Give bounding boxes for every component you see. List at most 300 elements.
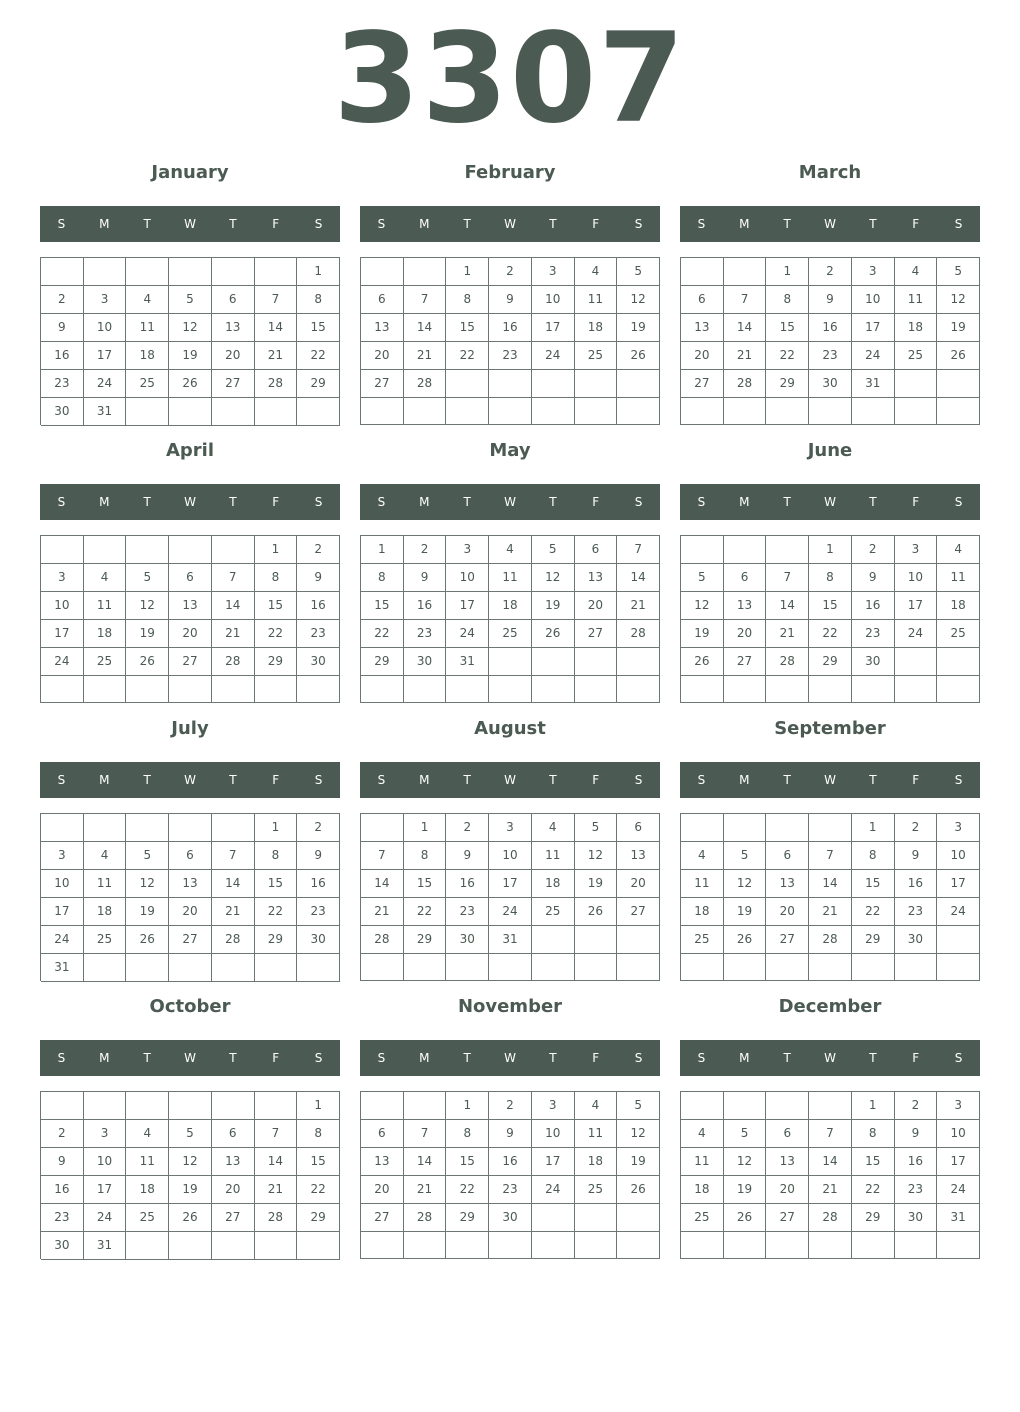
weekday-label: T xyxy=(783,217,791,231)
day-cell: 4 xyxy=(532,814,575,842)
day-cell: 6 xyxy=(575,536,618,564)
empty-day-cell xyxy=(84,954,127,982)
empty-day-cell xyxy=(681,258,724,286)
weekday-header xyxy=(680,762,980,798)
day-cell: 21 xyxy=(724,342,767,370)
empty-day-cell xyxy=(724,954,767,981)
day-cell: 5 xyxy=(937,258,980,286)
day-cell: 18 xyxy=(575,314,618,342)
day-cell: 3 xyxy=(895,536,938,564)
empty-day-cell xyxy=(617,648,660,676)
day-cell: 28 xyxy=(212,648,255,676)
month-name: November xyxy=(457,996,563,1017)
day-cell: 31 xyxy=(84,398,127,426)
day-cell: 5 xyxy=(681,564,724,592)
day-cell: 21 xyxy=(404,342,447,370)
day-cell: 3 xyxy=(41,564,84,592)
weekday-label: T xyxy=(869,217,877,231)
empty-day-cell xyxy=(212,258,255,286)
day-cell: 14 xyxy=(212,870,255,898)
empty-day-cell xyxy=(489,398,532,425)
day-cell: 28 xyxy=(255,370,298,398)
month-june xyxy=(680,436,980,704)
day-cell: 12 xyxy=(126,592,169,620)
day-cell: 26 xyxy=(169,370,212,398)
empty-day-cell xyxy=(297,398,340,426)
weekday-label: T xyxy=(869,495,877,509)
empty-day-cell xyxy=(489,370,532,398)
day-cell: 7 xyxy=(212,842,255,870)
weekday-label: S xyxy=(697,773,706,787)
day-cell: 23 xyxy=(489,342,532,370)
day-cell: 7 xyxy=(617,536,660,564)
month-name: July xyxy=(171,718,209,739)
day-cell: 17 xyxy=(446,592,489,620)
day-cell: 21 xyxy=(255,342,298,370)
day-cell: 12 xyxy=(617,286,660,314)
day-cell: 23 xyxy=(489,1176,532,1204)
day-cell: 3 xyxy=(532,1092,575,1120)
day-cell: 10 xyxy=(41,870,84,898)
day-cell: 20 xyxy=(169,898,212,926)
day-cell: 10 xyxy=(489,842,532,870)
day-cell: 18 xyxy=(126,342,169,370)
empty-day-cell xyxy=(532,1232,575,1259)
day-cell: 25 xyxy=(489,620,532,648)
empty-day-cell xyxy=(169,398,212,426)
day-cell: 10 xyxy=(895,564,938,592)
day-cell: 30 xyxy=(489,1204,532,1232)
empty-day-cell xyxy=(617,370,660,398)
empty-day-cell xyxy=(361,1232,404,1259)
empty-day-cell xyxy=(169,1232,212,1260)
day-cell: 22 xyxy=(446,1176,489,1204)
day-cell: 21 xyxy=(404,1176,447,1204)
day-cell: 31 xyxy=(937,1204,980,1232)
day-cell: 13 xyxy=(361,1148,404,1176)
empty-day-cell xyxy=(361,258,404,286)
empty-day-cell xyxy=(937,1232,980,1259)
weekday-label: M xyxy=(739,1051,750,1065)
weekday-label: T xyxy=(143,217,151,231)
day-cell: 16 xyxy=(404,592,447,620)
day-cell: 22 xyxy=(852,1176,895,1204)
empty-day-cell xyxy=(212,676,255,703)
day-cell: 18 xyxy=(84,898,127,926)
empty-day-cell xyxy=(895,398,938,425)
day-cell: 21 xyxy=(809,1176,852,1204)
weekday-label: T xyxy=(229,495,237,509)
weekday-header xyxy=(360,484,660,520)
day-cell: 2 xyxy=(895,814,938,842)
day-cell: 28 xyxy=(809,1204,852,1232)
empty-day-cell xyxy=(575,954,618,981)
empty-day-cell xyxy=(532,954,575,981)
day-cell: 17 xyxy=(489,870,532,898)
day-cell: 26 xyxy=(126,926,169,954)
empty-day-cell xyxy=(84,258,127,286)
weekday-label: M xyxy=(419,217,430,231)
day-cell: 16 xyxy=(852,592,895,620)
day-cell: 13 xyxy=(169,870,212,898)
empty-day-cell xyxy=(724,398,767,425)
day-cell: 19 xyxy=(169,1176,212,1204)
day-cell: 2 xyxy=(297,814,340,842)
day-cell: 20 xyxy=(212,342,255,370)
day-cell: 16 xyxy=(297,870,340,898)
day-cell: 23 xyxy=(446,898,489,926)
day-cell: 18 xyxy=(681,898,724,926)
empty-day-cell xyxy=(126,398,169,426)
day-cell: 30 xyxy=(41,1232,84,1260)
day-cell: 13 xyxy=(575,564,618,592)
day-cell: 18 xyxy=(84,620,127,648)
day-cell: 6 xyxy=(617,814,660,842)
weekday-label: M xyxy=(739,495,750,509)
weekday-label: M xyxy=(99,773,110,787)
day-cell: 25 xyxy=(84,648,127,676)
day-cell: 16 xyxy=(489,314,532,342)
empty-day-cell xyxy=(852,676,895,703)
empty-day-cell xyxy=(297,1232,340,1260)
weekday-label: F xyxy=(912,495,920,509)
day-cell: 28 xyxy=(617,620,660,648)
day-cell: 27 xyxy=(212,1204,255,1232)
day-cell: 31 xyxy=(84,1232,127,1260)
day-cell: 28 xyxy=(212,926,255,954)
day-cell: 11 xyxy=(575,1120,618,1148)
weekday-label: T xyxy=(463,217,471,231)
weekday-header xyxy=(360,1040,660,1076)
day-cell: 4 xyxy=(126,1120,169,1148)
empty-day-cell xyxy=(404,1092,447,1120)
day-cell: 1 xyxy=(297,258,340,286)
day-cell: 5 xyxy=(126,564,169,592)
day-cell: 10 xyxy=(84,314,127,342)
empty-day-cell xyxy=(212,1232,255,1260)
day-cell: 30 xyxy=(809,370,852,398)
weekday-label: T xyxy=(229,1051,237,1065)
weekday-label: W xyxy=(184,773,196,787)
day-cell: 7 xyxy=(404,286,447,314)
empty-day-cell xyxy=(212,536,255,564)
weekday-label: M xyxy=(419,1051,430,1065)
day-cell: 10 xyxy=(41,592,84,620)
day-cell: 25 xyxy=(126,1204,169,1232)
day-cell: 16 xyxy=(297,592,340,620)
empty-day-cell xyxy=(617,1232,660,1259)
day-cell: 26 xyxy=(937,342,980,370)
day-cell: 25 xyxy=(895,342,938,370)
day-cell: 21 xyxy=(255,1176,298,1204)
weekday-label: S xyxy=(314,495,323,509)
day-cell: 1 xyxy=(255,536,298,564)
day-cell: 14 xyxy=(809,1148,852,1176)
empty-day-cell xyxy=(489,676,532,703)
day-cell: 19 xyxy=(937,314,980,342)
day-cell: 18 xyxy=(532,870,575,898)
day-cell: 26 xyxy=(126,648,169,676)
empty-day-cell xyxy=(766,1092,809,1120)
day-cell: 1 xyxy=(297,1092,340,1120)
weekday-header xyxy=(360,206,660,242)
day-cell: 5 xyxy=(169,1120,212,1148)
day-cell: 27 xyxy=(617,898,660,926)
day-cell: 24 xyxy=(852,342,895,370)
day-cell: 21 xyxy=(361,898,404,926)
weekday-label: T xyxy=(463,1051,471,1065)
empty-day-cell xyxy=(575,1204,618,1232)
day-cell: 31 xyxy=(489,926,532,954)
day-cell: 22 xyxy=(404,898,447,926)
day-grid xyxy=(680,813,980,981)
weekday-header xyxy=(360,762,660,798)
day-cell: 5 xyxy=(617,258,660,286)
day-cell: 13 xyxy=(169,592,212,620)
empty-day-cell xyxy=(361,954,404,981)
day-cell: 23 xyxy=(297,620,340,648)
empty-day-cell xyxy=(404,1232,447,1259)
month-name: May xyxy=(489,440,531,461)
weekday-label: W xyxy=(504,495,516,509)
day-cell: 23 xyxy=(404,620,447,648)
day-cell: 17 xyxy=(937,1148,980,1176)
weekday-label: S xyxy=(954,773,963,787)
day-cell: 9 xyxy=(489,286,532,314)
empty-day-cell xyxy=(681,1232,724,1259)
day-cell: 7 xyxy=(809,1120,852,1148)
empty-day-cell xyxy=(41,814,84,842)
day-cell: 11 xyxy=(895,286,938,314)
month-january xyxy=(40,158,340,426)
day-cell: 26 xyxy=(617,1176,660,1204)
weekday-label: W xyxy=(824,773,836,787)
weekday-label: S xyxy=(377,1051,386,1065)
day-cell: 18 xyxy=(489,592,532,620)
day-cell: 4 xyxy=(84,842,127,870)
day-cell: 1 xyxy=(255,814,298,842)
day-cell: 5 xyxy=(724,1120,767,1148)
empty-day-cell xyxy=(255,1232,298,1260)
day-cell: 15 xyxy=(297,314,340,342)
day-grid xyxy=(680,1091,980,1259)
empty-day-cell xyxy=(809,814,852,842)
empty-day-cell xyxy=(126,676,169,703)
day-cell: 11 xyxy=(681,870,724,898)
day-cell: 15 xyxy=(297,1148,340,1176)
weekday-label: T xyxy=(229,217,237,231)
day-cell: 28 xyxy=(361,926,404,954)
day-cell: 9 xyxy=(41,1148,84,1176)
day-cell: 24 xyxy=(895,620,938,648)
empty-day-cell xyxy=(169,536,212,564)
day-cell: 24 xyxy=(446,620,489,648)
day-cell: 20 xyxy=(169,620,212,648)
empty-day-cell xyxy=(84,676,127,703)
day-cell: 26 xyxy=(724,926,767,954)
day-cell: 13 xyxy=(681,314,724,342)
empty-day-cell xyxy=(617,954,660,981)
weekday-label: F xyxy=(592,1051,600,1065)
empty-day-cell xyxy=(766,1232,809,1259)
day-cell: 22 xyxy=(255,620,298,648)
day-cell: 14 xyxy=(766,592,809,620)
day-cell: 4 xyxy=(84,564,127,592)
weekday-label: S xyxy=(57,1051,66,1065)
day-cell: 11 xyxy=(489,564,532,592)
day-cell: 5 xyxy=(724,842,767,870)
empty-day-cell xyxy=(895,1232,938,1259)
day-cell: 3 xyxy=(41,842,84,870)
day-cell: 7 xyxy=(404,1120,447,1148)
empty-day-cell xyxy=(575,1232,618,1259)
day-cell: 15 xyxy=(255,870,298,898)
day-cell: 16 xyxy=(895,1148,938,1176)
month-october xyxy=(40,992,340,1260)
month-april xyxy=(40,436,340,704)
day-cell: 28 xyxy=(809,926,852,954)
weekday-label: W xyxy=(824,1051,836,1065)
day-cell: 12 xyxy=(724,870,767,898)
day-cell: 24 xyxy=(41,648,84,676)
day-cell: 4 xyxy=(681,842,724,870)
weekday-label: T xyxy=(549,1051,557,1065)
empty-day-cell xyxy=(169,814,212,842)
day-cell: 17 xyxy=(84,342,127,370)
day-cell: 10 xyxy=(532,1120,575,1148)
empty-day-cell xyxy=(532,926,575,954)
weekday-label: M xyxy=(99,495,110,509)
month-name: April xyxy=(165,440,215,461)
day-cell: 15 xyxy=(852,1148,895,1176)
day-cell: 1 xyxy=(766,258,809,286)
day-cell: 19 xyxy=(617,314,660,342)
day-cell: 17 xyxy=(41,898,84,926)
empty-day-cell xyxy=(532,1204,575,1232)
weekday-label: T xyxy=(143,495,151,509)
day-cell: 11 xyxy=(84,870,127,898)
day-cell: 1 xyxy=(404,814,447,842)
weekday-label: T xyxy=(549,495,557,509)
weekday-header xyxy=(40,1040,340,1076)
day-cell: 20 xyxy=(212,1176,255,1204)
day-cell: 7 xyxy=(255,286,298,314)
empty-day-cell xyxy=(404,676,447,703)
weekday-header xyxy=(40,484,340,520)
weekday-label: S xyxy=(954,495,963,509)
month-name: January xyxy=(151,162,229,183)
day-cell: 9 xyxy=(852,564,895,592)
day-cell: 9 xyxy=(297,564,340,592)
day-cell: 24 xyxy=(937,1176,980,1204)
empty-day-cell xyxy=(84,1092,127,1120)
day-cell: 14 xyxy=(809,870,852,898)
weekday-label: S xyxy=(697,217,706,231)
day-cell: 9 xyxy=(809,286,852,314)
day-cell: 22 xyxy=(852,898,895,926)
empty-day-cell xyxy=(852,954,895,981)
day-cell: 19 xyxy=(681,620,724,648)
day-cell: 6 xyxy=(361,1120,404,1148)
day-cell: 20 xyxy=(766,1176,809,1204)
empty-day-cell xyxy=(361,1092,404,1120)
weekday-label: F xyxy=(272,773,280,787)
day-cell: 20 xyxy=(617,870,660,898)
day-cell: 6 xyxy=(169,842,212,870)
day-cell: 29 xyxy=(852,926,895,954)
day-cell: 29 xyxy=(255,926,298,954)
day-cell: 1 xyxy=(852,1092,895,1120)
day-cell: 12 xyxy=(169,314,212,342)
day-cell: 16 xyxy=(895,870,938,898)
day-cell: 5 xyxy=(532,536,575,564)
empty-day-cell xyxy=(681,814,724,842)
day-cell: 27 xyxy=(361,1204,404,1232)
day-cell: 9 xyxy=(446,842,489,870)
day-grid xyxy=(360,257,660,425)
day-cell: 4 xyxy=(575,1092,618,1120)
day-cell: 30 xyxy=(446,926,489,954)
weekday-label: S xyxy=(697,495,706,509)
weekday-label: F xyxy=(272,1051,280,1065)
empty-day-cell xyxy=(852,1232,895,1259)
empty-day-cell xyxy=(895,954,938,981)
day-cell: 20 xyxy=(766,898,809,926)
day-cell: 21 xyxy=(766,620,809,648)
empty-day-cell xyxy=(297,954,340,982)
day-cell: 30 xyxy=(297,648,340,676)
day-cell: 28 xyxy=(724,370,767,398)
day-cell: 14 xyxy=(255,314,298,342)
day-cell: 19 xyxy=(575,870,618,898)
weekday-label: S xyxy=(697,1051,706,1065)
empty-day-cell xyxy=(895,370,938,398)
month-name: October xyxy=(149,996,231,1017)
day-cell: 26 xyxy=(169,1204,212,1232)
month-name: June xyxy=(807,440,853,461)
empty-day-cell xyxy=(126,536,169,564)
day-grid xyxy=(40,257,340,425)
day-cell: 29 xyxy=(297,370,340,398)
month-december xyxy=(680,992,980,1260)
day-cell: 13 xyxy=(724,592,767,620)
empty-day-cell xyxy=(766,398,809,425)
day-cell: 17 xyxy=(532,1148,575,1176)
day-cell: 26 xyxy=(724,1204,767,1232)
day-cell: 13 xyxy=(766,1148,809,1176)
empty-day-cell xyxy=(169,258,212,286)
empty-day-cell xyxy=(681,398,724,425)
weekday-header xyxy=(40,206,340,242)
day-cell: 19 xyxy=(126,898,169,926)
empty-day-cell xyxy=(724,1092,767,1120)
empty-day-cell xyxy=(489,1232,532,1259)
empty-day-cell xyxy=(895,676,938,703)
day-cell: 23 xyxy=(41,370,84,398)
empty-day-cell xyxy=(532,370,575,398)
day-cell: 22 xyxy=(297,342,340,370)
month-may xyxy=(360,436,660,704)
day-cell: 19 xyxy=(617,1148,660,1176)
day-cell: 11 xyxy=(681,1148,724,1176)
empty-day-cell xyxy=(617,398,660,425)
empty-day-cell xyxy=(575,648,618,676)
empty-day-cell xyxy=(297,676,340,703)
weekday-label: M xyxy=(99,217,110,231)
day-cell: 29 xyxy=(852,1204,895,1232)
empty-day-cell xyxy=(446,370,489,398)
day-cell: 15 xyxy=(446,1148,489,1176)
